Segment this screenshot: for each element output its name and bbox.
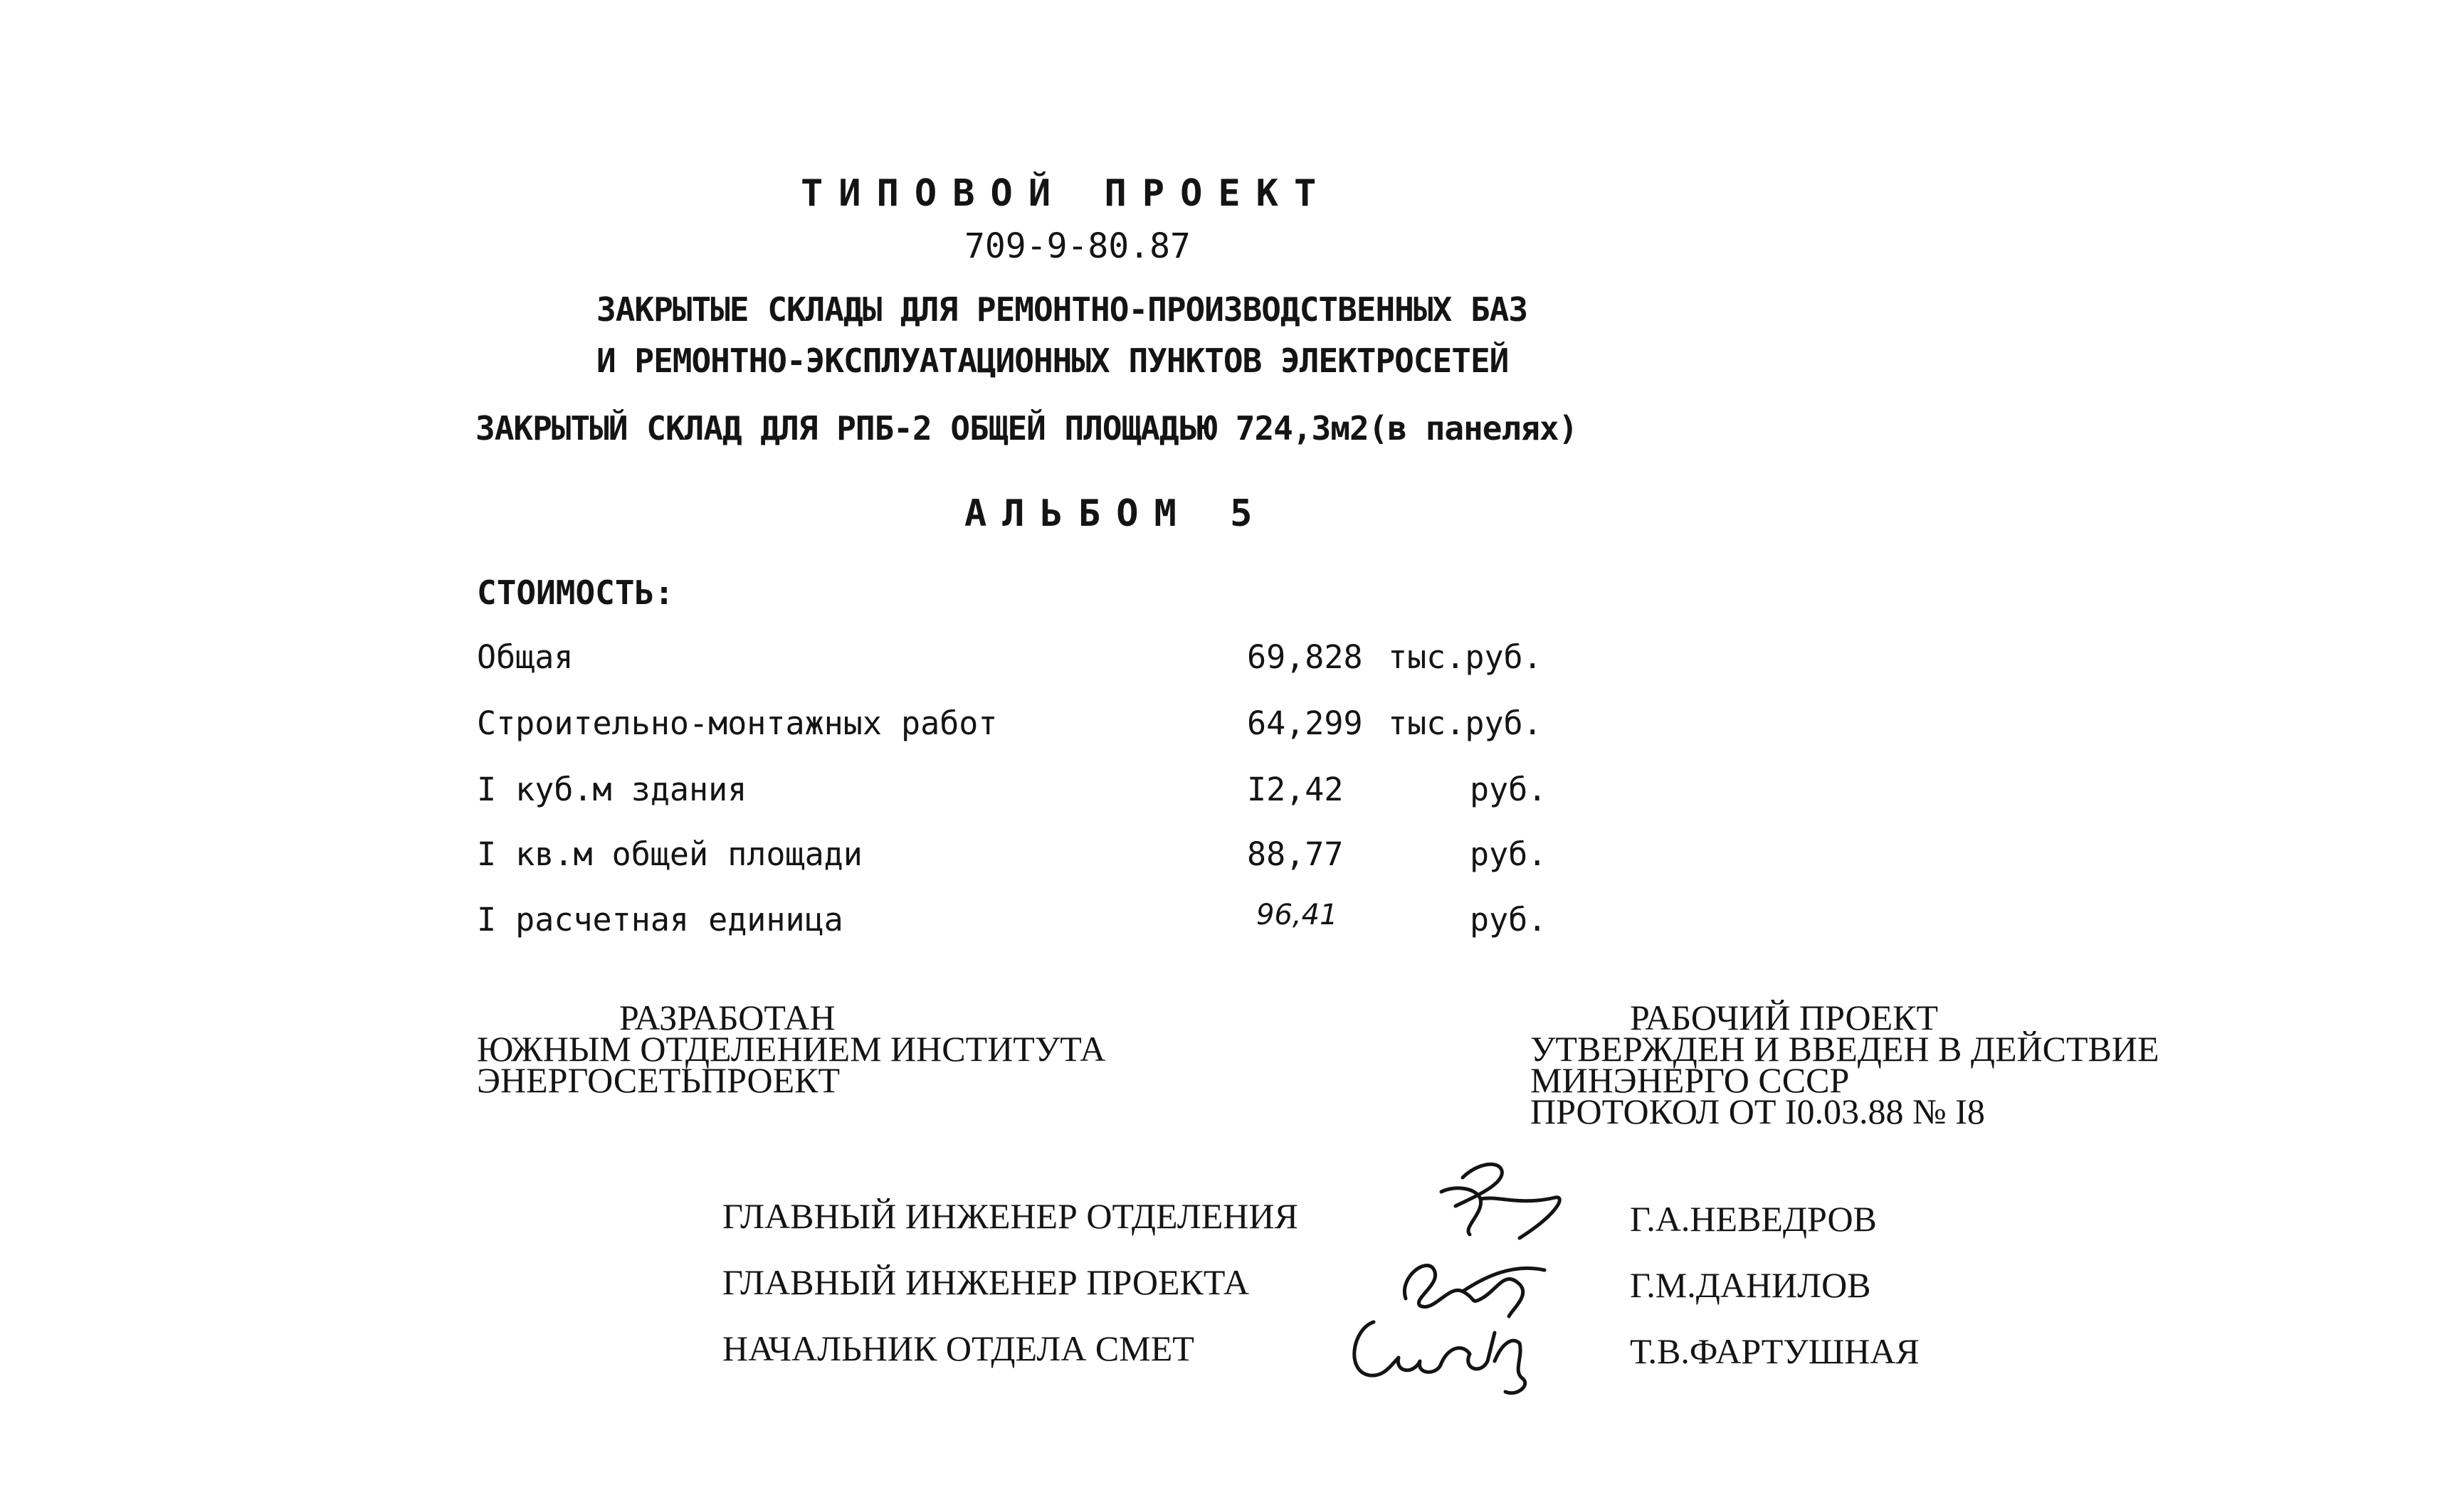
developed-by-organization: ЮЖНЫМ ОТДЕЛЕНИЕМ ИНСТИТУТА [477, 1029, 1106, 1069]
cost-row-label: I расчетная единица [477, 901, 843, 939]
signatory-role: ГЛАВНЫЙ ИНЖЕНЕР ПРОЕКТА [722, 1262, 1250, 1302]
approval-ministry: МИНЭНЕРГО СССР [1530, 1060, 1850, 1100]
signatory-name: Т.В.ФАРТУШНАЯ [1630, 1331, 1920, 1371]
cost-row-value: 69,828 [1247, 638, 1363, 676]
cost-row-label: I кв.м общей площади [477, 835, 863, 873]
approval-protocol: ПРОТОКОЛ ОТ I0.03.88 № I8 [1530, 1091, 1985, 1131]
cost-row-label: Общая [477, 638, 574, 676]
cost-row-unit: руб. [1470, 835, 1547, 873]
cost-row-unit: тыс.руб. [1388, 704, 1542, 742]
cost-row-unit: тыс.руб. [1388, 638, 1542, 676]
cost-row-label: Строительно-монтажных работ [477, 704, 998, 742]
signature-3-icon [1342, 1308, 1555, 1400]
developed-by-heading: РАЗРАБОТАН [619, 998, 836, 1037]
title-line-1: ЗАКРЫТЫЕ СКЛАДЫ ДЛЯ РЕМОНТНО-ПРОИЗВОДСТВЕННЫХ БАЗ [596, 290, 1528, 329]
developed-by-block [477, 998, 1106, 1100]
album-heading: АЛЬБОМ 5 [964, 492, 1268, 535]
cost-row-unit: руб. [1470, 901, 1547, 939]
approval-heading: РАБОЧИЙ ПРОЕКТ [1630, 998, 1939, 1037]
signature-1-icon [1413, 1156, 1584, 1249]
cost-row-value: 64,299 [1247, 704, 1363, 742]
cost-row-unit: руб. [1470, 771, 1547, 808]
signatory-role: ГЛАВНЫЙ ИНЖЕНЕР ОТДЕЛЕНИЯ [722, 1196, 1298, 1236]
doc-type-heading: ТИПОВОЙ ПРОЕКТ [801, 172, 1332, 215]
approval-block [1530, 998, 2159, 1131]
project-code: 709-9-80.87 [964, 226, 1191, 266]
developed-by-institute: ЭНЕРГОСЕТЬПРОЕКТ [477, 1060, 841, 1100]
approval-statement: УТВЕРЖДЕН И ВВЕДЕН В ДЕЙСТВИЕ [1530, 1029, 2159, 1069]
cost-row-value-handwritten: 96,41 [1256, 899, 1338, 931]
cost-row-value: 88,77 [1247, 835, 1344, 873]
cost-heading: СТОИМОСТЬ: [477, 573, 674, 612]
signatory-name: Г.А.НЕВЕДРОВ [1630, 1199, 1877, 1239]
subtitle: ЗАКРЫТЫЙ СКЛАД ДЛЯ РПБ-2 ОБЩЕЙ ПЛОЩАДЬЮ 724,3м2(в панелях) [475, 409, 1578, 448]
signatory-role: НАЧАЛЬНИК ОТДЕЛА СМЕТ [722, 1328, 1194, 1368]
cost-row-label: I куб.м здания [477, 771, 747, 808]
title-line-2: И РЕМОНТНО-ЭКСПЛУАТАЦИОННЫХ ПУНКТОВ ЭЛЕКТРОСЕТЕЙ [596, 342, 1509, 380]
cost-row-value: I2,42 [1247, 771, 1344, 808]
signatory-name: Г.М.ДАНИЛОВ [1630, 1265, 1871, 1305]
